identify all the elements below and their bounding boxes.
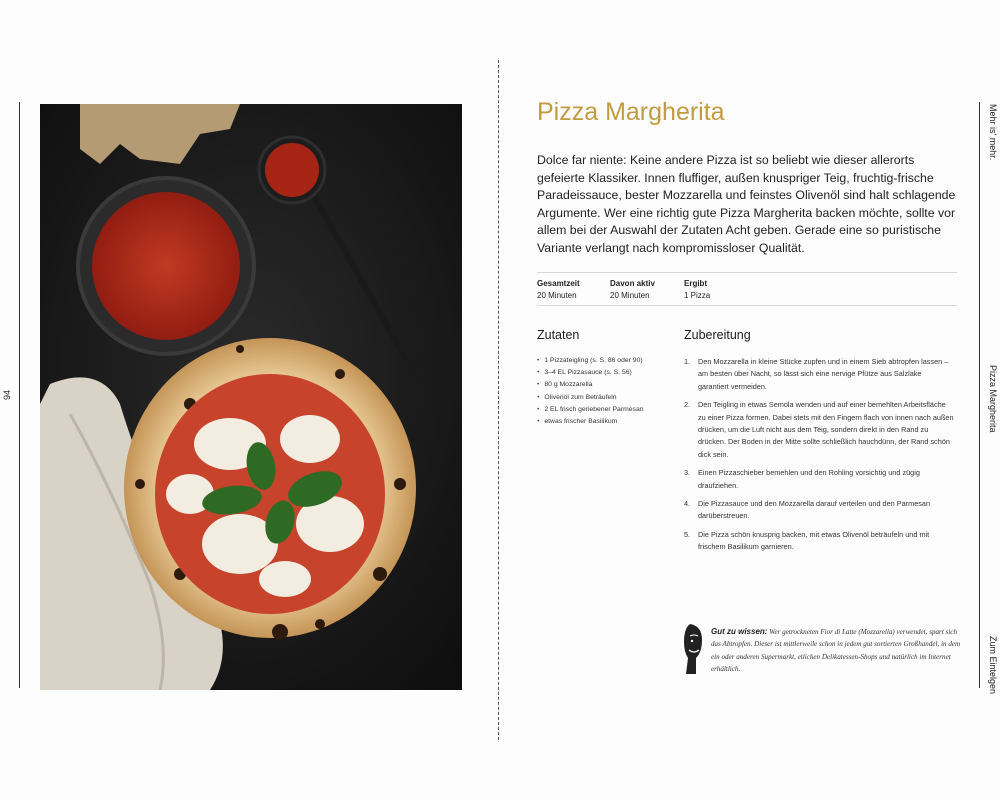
step-text: Den Mozzarella in kleine Stücke zupfen und in einem Sieb abtropfen lassen – am besten über Nacht, so lässt sich eine nervige Pfütze aus Salzlake garantiert vermeiden.	[698, 357, 949, 391]
pizza-photo	[40, 104, 462, 690]
meta-value: 20 Minuten	[537, 291, 577, 300]
ingredient-item: • etwas frischer Basilikum	[537, 416, 667, 428]
side-tab-section: Zum Eintelgen	[988, 636, 998, 695]
meta-top-divider	[537, 272, 957, 273]
tip-label: Gut zu wissen:	[711, 627, 768, 636]
step-text: Die Pizza schön knusprig backen, mit etwas Olivenöl beträufeln und mit frischem Basilikum garnieren.	[698, 529, 930, 552]
preparation-steps	[684, 356, 954, 560]
step-text: Einen Pizzaschieber bemehlen und den Rohling vorsichtig und zügig draufziehen.	[698, 468, 920, 490]
meta-label: Ergibt	[684, 279, 708, 288]
meta-bottom-divider	[537, 305, 957, 306]
pizza-photo-illustration	[40, 104, 462, 690]
recipe-title: Pizza Margherita	[537, 98, 725, 126]
preparation-heading: Zubereitung	[684, 328, 751, 342]
meta-value: 20 Minuten	[610, 291, 650, 300]
step-text: Den Teigling in etwas Semola wenden und auf einer bemehlten Arbeitsfläche zu einer Pizza formen. Dabei stets mit den Fingern flach von innen nach außen drücken, um die Luft nicht aus dem Teig, sondern direkt in den Rand zu drücken. Der Boden in der Mitte sollte schließlich hauchdünn, der Rand schön dick sein.	[698, 400, 954, 459]
spread-fold-line	[498, 60, 499, 740]
tip-text: Wer getrockneten Fior di Latte (Mozzarella) verwendet, spart sich das Abtropfen. Dieser ist mittlerweile schon in jedem gut sortierten Großhandel, in dem ein oder anderen Supermarkt, etlichen Delikatessen-Shops und natürlich im Internet erhältlich.	[711, 628, 961, 673]
step-item: 1. Den Mozzarella in kleine Stücke zupfen und in einem Sieb abtropfen lassen – am besten über Nacht, so lässt sich eine nervige Pfütze aus Salzlake garantiert vermeiden.	[684, 356, 954, 393]
ingredients-heading: Zutaten	[537, 328, 580, 342]
meta-active-time	[610, 278, 655, 302]
ingredient-item: • Olivenöl zum Beträufeln	[537, 392, 667, 404]
ingredient-item: • 2 EL frisch geriebener Parmesan	[537, 404, 667, 416]
side-tab-chapter: Mehr is' mehr.	[988, 104, 998, 161]
meta-value: 1 Pizza	[684, 291, 711, 300]
step-text: Die Pizzasauce und den Mozzarella darauf verteilen und den Parmesan darüberstreuen.	[698, 499, 931, 521]
step-item: 5. Die Pizza schön knusprig backen, mit etwas Olivenöl beträufeln und mit frischem Basilikum garnieren.	[684, 529, 954, 554]
step-item: 3. Einen Pizzaschieber bemehlen und den Rohling vorsichtig und zügig draufziehen.	[684, 467, 954, 492]
ingredient-item: • 3–4 EL Pizzasauce (s. S. 56)	[537, 367, 667, 379]
meta-total-time	[537, 278, 580, 302]
meta-yield	[684, 278, 710, 302]
tip-box	[711, 626, 961, 675]
chef-portrait-icon	[682, 622, 704, 676]
step-item: 4. Die Pizzasauce und den Mozzarella darauf verteilen und den Parmesan darüberstreuen.	[684, 498, 954, 523]
ingredient-item: • 1 Pizzateigling (s. S. 86 oder 90)	[537, 355, 667, 367]
ingredients-list	[537, 355, 667, 428]
page-number: 94	[2, 390, 12, 401]
side-tab-recipe: Pizza Margherita	[988, 365, 998, 433]
meta-label: Gesamtzeit	[537, 279, 580, 288]
step-item: 2. Den Teigling in etwas Semola wenden und auf einer bemehlten Arbeitsfläche zu einer Pizza formen. Dabei stets mit den Fingern flach von innen nach außen drücken, um die Luft nicht aus dem Teig, sondern direkt in den Rand zu drücken. Der Boden in der Mitte sollte schließlich hauchdünn, der Rand schön dick sein.	[684, 399, 954, 461]
recipe-intro: Dolce far niente: Keine andere Pizza ist so beliebt wie dieser allerorts gefeierte Klassiker. Innen fluffiger, außen knuspriger Teig, fruchtig-frische Paradeissauce, bester Mozzarella und feinstes Olivenöl sind halt schlagende Argumente. Wer eine richtig gute Pizza Margherita backen möchte, sollte vor allem bei der Auswahl der Zutaten Acht geben. Gerade eine so puristische Variante verlangt nach kompromissloser Qualität.	[537, 153, 956, 255]
left-margin-rule	[19, 102, 20, 688]
ingredient-item: • 80 g Mozzarella	[537, 379, 667, 391]
meta-label: Davon aktiv	[610, 279, 655, 288]
